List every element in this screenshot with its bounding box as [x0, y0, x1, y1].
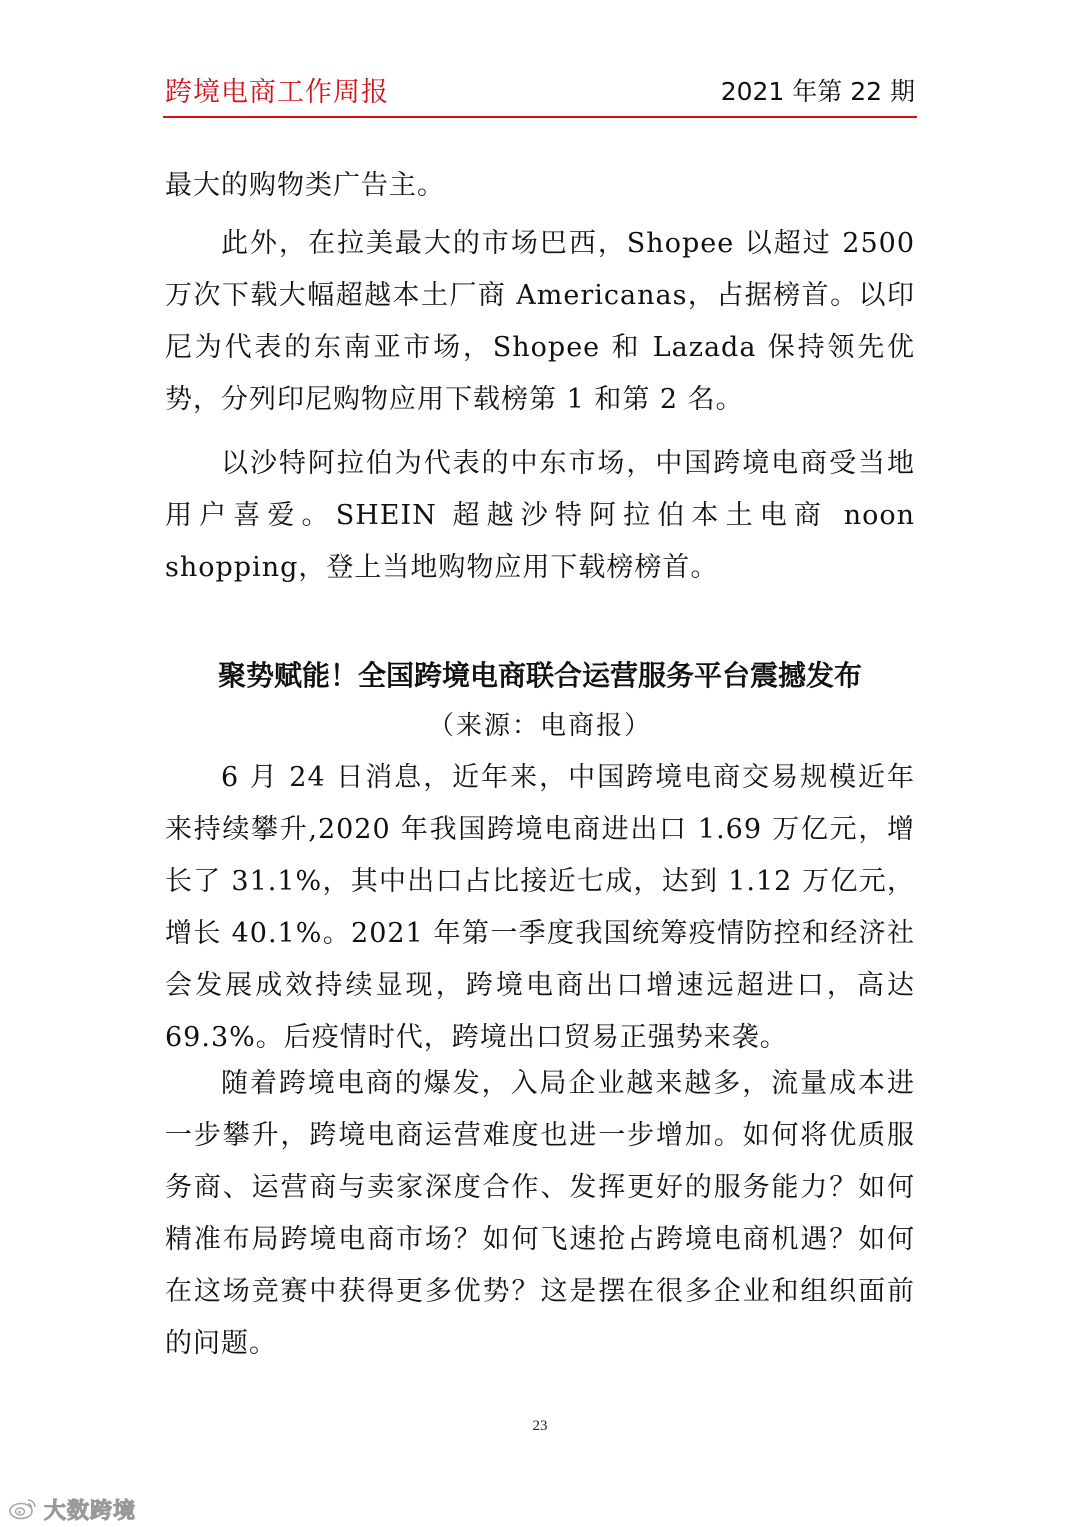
article-source: （来源：电商报） [427, 711, 652, 741]
article-title: 聚势赋能！全国跨境电商联合运营服务平台震撼发布 [217, 659, 862, 692]
page-number: 23 [532, 1418, 548, 1434]
issue-number: 2021 年第 22 期 [720, 77, 915, 106]
continued-paragraph-3: 以沙特阿拉伯为代表的中东市场，中国跨境电商受当地用户喜爱。SHEIN 超越沙特阿拉伯本土电商 noon shopping，登上当地购物应用下载榜榜首。 [165, 448, 915, 583]
article-paragraph-2: 随着跨境电商的爆发，入局企业越来越多，流量成本进一步攀升，跨境电商运营难度也进一步增加。如何将优质服务商、运营商与卖家深度合作、发挥更好的服务能力？如何精准布局跨境电商市场？如何飞速抢占跨境电商机遇？如何在这场竞赛中获得更多优势？这是摆在很多企业和组织面前的问题。 [165, 1068, 915, 1359]
continued-paragraph-2: 此外，在拉美最大的市场巴西，Shopee 以超过 2500 万次下载大幅超越本土厂商 Americanas，占据榜首。以印尼为代表的东南亚市场，Shopee 和 Lazada 保持领先优势，分列印尼购物应用下载榜第 1 和第 2 名。 [165, 228, 915, 415]
weibo-logo-icon [8, 1496, 38, 1524]
article-paragraph-1: 6 月 24 日消息，近年来，中国跨境电商交易规模近年来持续攀升,2020 年我国跨境电商进出口 1.69 万亿元，增长了 31.1%，其中出口占比接近七成，达到 1.12 万亿元，增长 40.1%。2021 年第一季度我国统筹疫情防控和经济社会发展成效持续显现，跨境电商出口增速远超进口，高达 69.3%。后疫情时代，跨境出口贸易正强势来袭。 [165, 762, 915, 1053]
journal-title: 跨境电商工作周报 [165, 77, 389, 108]
continued-paragraph-1: 最大的购物类广告主。 [165, 170, 445, 201]
watermark [8, 1494, 136, 1525]
watermark-text: 大数跨境 [44, 1499, 137, 1524]
header-divider [163, 116, 917, 118]
